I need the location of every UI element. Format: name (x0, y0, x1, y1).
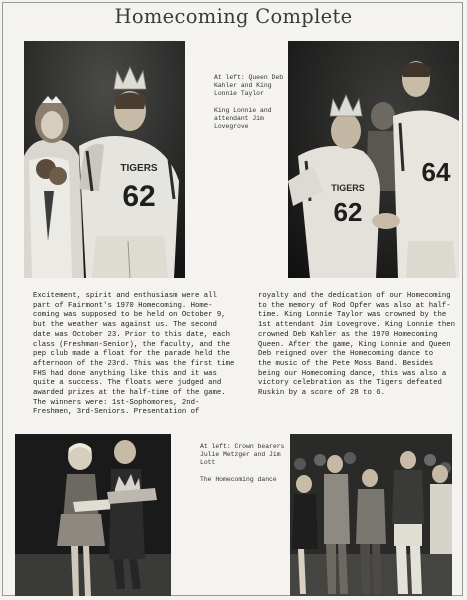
king-jersey-team-closeup: TIGERS (331, 183, 365, 193)
story-column-left: Excitement, spirit and enthusiasm were all part of Fairmont's 1970 Homecoming. Home- coming was supposed to be held on October 9, but the weather was against us. The second date was October 23. Prior to this date, each class (Freshman-Senior), the faculty, and the pep club made a float for the parade held the afternoon of the 23rd. This was the first time FHS had done anything like this and it was quite a success. The floats were judged and awarded prizes at the half-time of the game. The winners were: 1st-Sophomores, 2nd- Freshmen, 3rd-Seniors. Presentation of (33, 292, 235, 417)
king-jersey-team: TIGERS (120, 163, 158, 174)
caption-king-and-queen: At left: Queen Deb Kahler and King Lonnie Taylor King Lonnie and attendant Jim Lovegrove (214, 74, 284, 131)
photo-queen-and-king (24, 41, 185, 278)
photo-king-and-attendant (288, 41, 459, 278)
attendant-jersey-number: 64 (421, 157, 451, 187)
photo-crown-bearers (15, 434, 171, 596)
story-column-right: royalty and the dedication of our Homecoming to the memory of Rod Opfer was also at half- time. King Lonnie Taylor was crowned by the 1st attendant Jim Lovegrove. King Lonnie then crowned Deb Kahler as the 1970 Homecoming Queen. After the game, King Lonnie and Queen Deb reigned over the Homecoming dance to the music of the Pete Moss Band. Besides being our Homecoming dance, this was also a victory celebration as the Tigers defeated Ruskin by a score of 28 to 6. (258, 292, 456, 398)
caption-crown-bearers: At left: Crown bearers Julie Metzger and Jim Lott The Homecoming dance (200, 443, 285, 483)
photo-homecoming-dance (290, 434, 452, 596)
page-title: Homecoming Complete (114, 5, 353, 28)
king-jersey-number: 62 (122, 180, 156, 213)
king-jersey-number-closeup: 62 (333, 197, 363, 227)
